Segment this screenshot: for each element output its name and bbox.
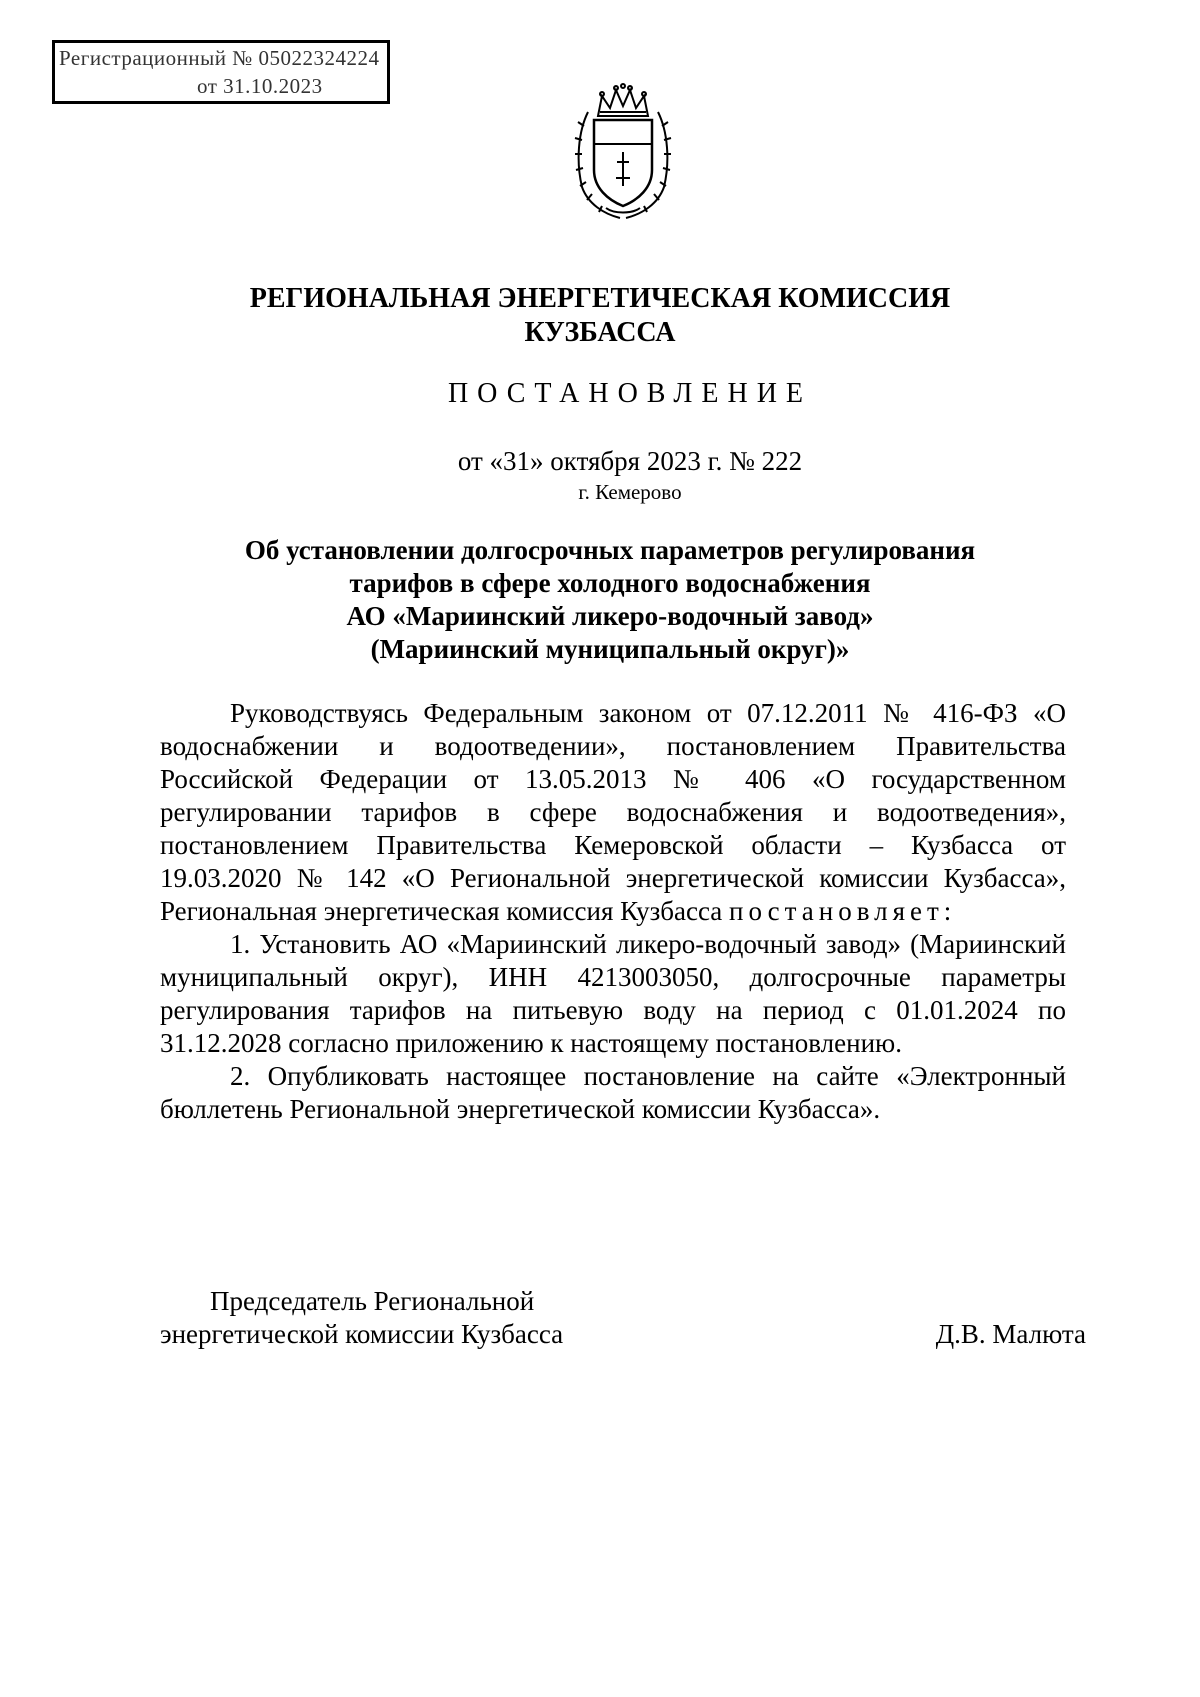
registration-number: Регистрационный № 05022324224 — [59, 46, 380, 70]
signatory-name: Д.В. Малюта — [935, 1319, 1086, 1349]
title-line-4: (Мариинский муниципальный округ)» — [370, 634, 850, 664]
document-city: г. Кемерово — [578, 480, 682, 504]
document-type: ПОСТАНОВЛЕНИЕ — [447, 378, 813, 409]
title-line-3: АО «Мариинский ликеро-водочный завод» — [346, 601, 874, 631]
coat-of-arms-emblem — [570, 82, 676, 222]
title-line-1: Об установлении долгосрочных параметров регулирования — [244, 535, 976, 565]
document-date-number: от «31» октября 2023 г. № 222 — [457, 446, 803, 476]
title-line-2: тарифов в сфере холодного водоснабжения — [349, 568, 871, 598]
organization-line-1: РЕГИОНАЛЬНАЯ ЭНЕРГЕТИЧЕСКАЯ КОМИССИЯ — [249, 283, 951, 314]
registration-date: от 31.10.2023 — [197, 74, 323, 98]
preamble-text: Руководствуясь Федеральным законом от 07.12.2011 № 416-ФЗ «О водоснабжении и водоотведении», постановлением Правительства Российской Федерации от 13.05.2013 № 406 «О государственном регулировании тарифов в сфере водоснабжения и водоотведения», постановлением Правительства Кемеровской области – Кузбасса от 19.03.2020 № 142 «О Региональной энергетической комиссии Кузбасса», Региональная энергетическая комиссия Кузбасса — [160, 698, 1066, 926]
preamble-paragraph — [160, 697, 1066, 928]
organization-line-2: КУЗБАССА — [524, 317, 676, 348]
organization-name — [0, 282, 1200, 350]
resolves-word: постановляет: — [729, 896, 957, 926]
signatory-position-line-2: энергетической комиссии Кузбасса — [160, 1319, 564, 1349]
item-1: 1. Установить АО «Мариинский ликеро-водочный завод» (Мариинский муниципальный округ), ИНН 4213003050, долгосрочные параметры регулирования тарифов на питьевую воду на период с 01.01.2024 по 31.12.2028 согласно приложению к настоящему постановлению. — [160, 929, 1066, 1058]
registration-stamp — [52, 40, 390, 104]
signature-block — [160, 1285, 1086, 1351]
item-2: 2. Опубликовать настоящее постановление на сайте «Электронный бюллетень Региональной энергетической комиссии Кузбасса». — [160, 1061, 1066, 1124]
document-body — [160, 697, 1066, 1126]
document-title — [0, 534, 1200, 666]
signatory-position-line-1: Председатель Региональной — [210, 1286, 535, 1316]
